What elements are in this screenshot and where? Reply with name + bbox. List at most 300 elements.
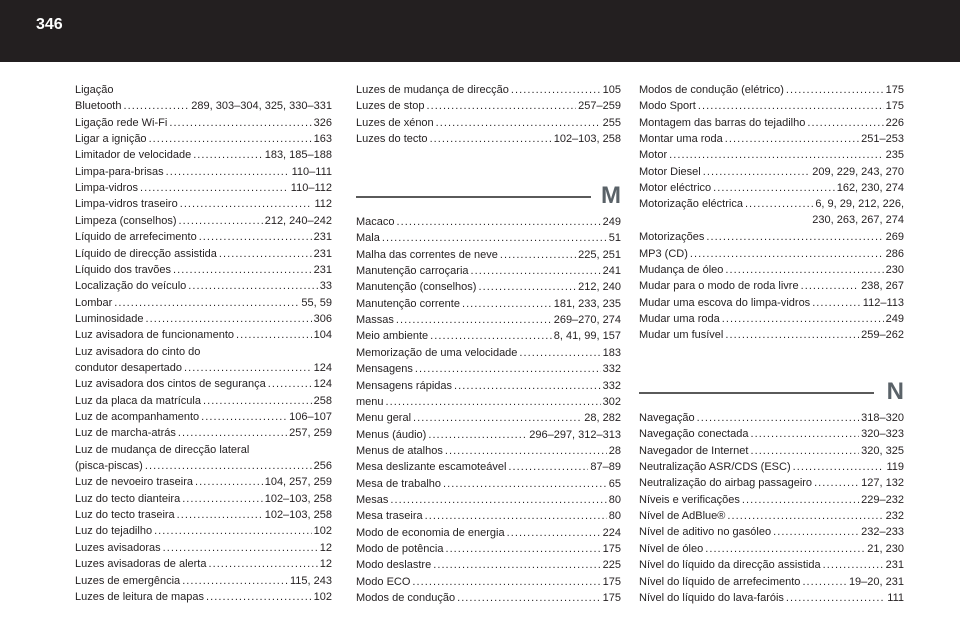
index-entry-label: Luzes de mudança de direcção <box>356 84 509 96</box>
dot-leader <box>427 98 577 114</box>
index-entry <box>356 263 621 279</box>
index-entry-pages: 229–232 <box>861 493 904 506</box>
dot-leader <box>802 574 847 590</box>
index-entry-line <box>356 574 621 590</box>
dot-leader <box>182 573 288 589</box>
index-entry <box>356 590 621 606</box>
index-entry-line <box>639 246 904 262</box>
index-entry-label: Luzes avisadoras <box>75 541 161 554</box>
index-entry-label: Modo Sport <box>639 100 696 113</box>
index-entry-label: Memorização de uma velocidade <box>356 346 518 359</box>
index-entry-heading: Ligação <box>75 84 114 96</box>
dot-leader <box>698 98 884 114</box>
index-entry-label: Nível de óleo <box>639 542 704 555</box>
index-entry-pages: 269 <box>885 231 904 244</box>
index-entry-label: Luzes do tecto <box>356 133 428 146</box>
dot-leader <box>208 556 317 572</box>
index-entry-heading: Luz de mudança de direcção lateral <box>75 443 250 456</box>
index-entry-line <box>639 196 904 212</box>
index-entry <box>356 312 621 328</box>
index-entry-line <box>356 459 621 475</box>
index-entry <box>356 378 621 394</box>
index-entry-line <box>639 262 904 278</box>
index-entry-pages: 110–111 <box>291 165 332 178</box>
index-entry-line <box>75 540 332 556</box>
index-entry-pages: 249 <box>602 216 621 228</box>
index-entry-line <box>356 590 621 606</box>
index-entry <box>639 590 904 606</box>
page-header <box>0 0 960 62</box>
index-entry-pages: 102 <box>313 590 332 603</box>
index-entry-pages: 183, 185–188 <box>264 149 332 162</box>
index-entry-pages: 104, 257, 259 <box>264 476 332 489</box>
index-entry-pages: 231 <box>313 231 332 244</box>
index-entry-line <box>356 427 621 443</box>
dot-leader <box>750 443 859 459</box>
index-entry-line <box>75 507 332 523</box>
index-entry-line <box>356 361 621 377</box>
index-entry <box>356 525 621 541</box>
section-letter: M <box>601 182 621 209</box>
dot-leader <box>705 541 865 557</box>
dot-leader <box>140 180 289 196</box>
index-entry-label: Nível do líquido da direcção assistida <box>639 559 821 572</box>
dot-leader <box>801 278 860 294</box>
dot-leader <box>146 311 312 327</box>
index-entry-pages: 235 <box>885 149 904 162</box>
index-entry-pages: 115, 243 <box>289 574 332 587</box>
dot-leader <box>725 262 883 278</box>
index-entry-line <box>639 574 904 590</box>
index-entry-label: Mesa traseira <box>356 510 423 523</box>
dot-leader <box>182 491 263 507</box>
index-entry-label: Limpa-vidros <box>75 182 138 195</box>
dot-leader <box>180 196 313 212</box>
index-entry-line <box>356 557 621 573</box>
index-entry <box>75 131 332 147</box>
dot-leader <box>199 229 312 245</box>
index-entry-label: Menu geral <box>356 412 412 425</box>
index-entry-line <box>75 425 332 441</box>
index-entry-label: Meio ambiente <box>356 330 429 343</box>
index-entry <box>639 164 904 180</box>
index-entry-line <box>639 327 904 343</box>
index-entry <box>75 491 332 507</box>
index-entry-pages: 318–320 <box>861 412 904 424</box>
index-entry <box>75 196 332 212</box>
index-entry-label: (pisca-piscas) <box>75 460 143 473</box>
index-entry-line <box>75 246 332 262</box>
index-entry <box>356 410 621 426</box>
index-entry-line <box>356 541 621 557</box>
index-entry <box>639 147 904 163</box>
index-entry-pages: 289, 303–304, 325, 330–331 <box>191 100 332 113</box>
index-entry-line <box>639 590 904 606</box>
index-entry-pages: 124 <box>313 361 332 374</box>
index-entry <box>639 459 904 475</box>
index-entry-label: Mensagens <box>356 363 413 376</box>
dot-leader <box>203 393 312 409</box>
index-entry-line <box>639 164 904 180</box>
index-entry-line <box>75 491 332 507</box>
dot-leader <box>703 164 811 180</box>
index-entry-pages: 33 <box>319 280 332 293</box>
index-entry <box>75 164 332 180</box>
index-entry-line <box>356 312 621 328</box>
dot-leader <box>462 296 552 312</box>
index-entry-label: Luminosidade <box>75 312 144 325</box>
index-entry-label: Motor <box>639 149 668 162</box>
dot-leader <box>396 312 552 328</box>
dot-leader <box>179 213 263 229</box>
index-entry-pages: 258 <box>313 394 332 407</box>
index-entry <box>356 98 621 114</box>
index-entry-line <box>639 180 904 196</box>
index-entry-pages: 231 <box>885 559 904 572</box>
index-entry-line <box>356 247 621 263</box>
dot-leader <box>195 474 263 490</box>
index-entry-line <box>356 476 621 492</box>
index-entry-line <box>639 147 904 163</box>
index-entry <box>75 507 332 523</box>
index-entry-label: Bluetooth <box>75 100 122 113</box>
index-entry-pages: 163 <box>313 133 332 146</box>
index-entry <box>639 327 904 343</box>
index-entry-line <box>75 278 332 294</box>
index-entry <box>356 443 621 459</box>
index-entry-line <box>639 443 904 459</box>
dot-leader <box>471 263 601 279</box>
index-entry <box>75 311 332 327</box>
index-entry-line <box>75 147 332 163</box>
index-entry <box>356 394 621 410</box>
index-entry <box>639 311 904 327</box>
dot-leader <box>500 247 576 263</box>
index-entry-pages: 28, 282 <box>584 412 621 425</box>
index-entry <box>639 180 904 196</box>
index-entry-pages: 124 <box>313 378 332 391</box>
index-entry-pages: 102–103, 258 <box>264 509 332 522</box>
index-entry-label: condutor desapertado <box>75 361 183 374</box>
index-entry <box>639 475 904 491</box>
index-entry-pages: 296–297, 312–313 <box>529 428 621 441</box>
index-entry-label: Luzes de leitura de mapas <box>75 590 205 603</box>
index-entry-line <box>356 115 621 131</box>
index-entry-line <box>639 295 904 311</box>
index-entry-pages: 102–103, 258 <box>264 492 332 505</box>
index-entry-pages: 302 <box>602 395 621 408</box>
index-entry <box>75 229 332 245</box>
dot-leader <box>807 115 883 131</box>
index-entry-line <box>356 82 621 98</box>
index-entry-label: Limpa-para-brisas <box>75 165 164 178</box>
index-entry-line <box>75 311 332 327</box>
index-entry-label: Motor Diesel <box>639 165 701 178</box>
index-entry-pages: 286 <box>885 247 904 260</box>
index-entry-pages: 231 <box>313 247 332 260</box>
dot-leader <box>173 262 312 278</box>
dot-leader <box>727 508 883 524</box>
index-entry-line <box>356 230 621 246</box>
index-entry <box>356 214 621 230</box>
dot-leader <box>823 557 884 573</box>
index-entry-label: Luzes avisadoras de alerta <box>75 558 207 571</box>
dot-leader <box>188 278 317 294</box>
index-entry <box>639 131 904 147</box>
index-entry <box>639 246 904 262</box>
index-entry <box>639 508 904 524</box>
index-entry-label: Montar uma roda <box>639 133 723 146</box>
index-entry-pages: 19–20, 231 <box>848 575 904 588</box>
index-entry-pages: 21, 230 <box>867 542 904 555</box>
dot-leader <box>145 458 312 474</box>
index-entry <box>639 524 904 540</box>
index-entry <box>639 262 904 278</box>
index-entry-line <box>75 458 332 474</box>
index-entry-label: Navegação <box>639 412 695 424</box>
index-entry-line <box>75 196 332 212</box>
dot-leader <box>697 410 860 426</box>
index-entry-pages: 12 <box>319 541 332 554</box>
index-entry-pages: 110–112 <box>290 182 332 195</box>
index-entry-label: Manutenção corrente <box>356 297 460 310</box>
index-entry-pages: 212, 240 <box>578 281 621 294</box>
dot-leader <box>413 410 582 426</box>
index-entry <box>639 410 904 426</box>
index-entry-pages: 232–233 <box>861 526 904 539</box>
index-entry-label: Neutralização ASR/CDS (ESC) <box>639 461 791 474</box>
index-entry-pages: 226 <box>885 116 904 129</box>
index-entry-pages: 332 <box>602 379 621 392</box>
index-entry-pages: 231 <box>313 263 332 276</box>
index-entry-line <box>356 263 621 279</box>
dot-leader <box>713 180 835 196</box>
index-entry <box>639 295 904 311</box>
index-entry <box>356 345 621 361</box>
index-entry-line <box>75 164 332 180</box>
index-entry-label: Mensagens rápidas <box>356 379 453 392</box>
dot-leader <box>268 376 312 392</box>
dot-leader <box>478 279 576 295</box>
index-entry-label: Níveis e verificações <box>639 493 740 506</box>
dot-leader <box>722 311 884 327</box>
dot-leader <box>206 589 312 605</box>
index-entry-pages: 332 <box>602 363 621 376</box>
index-entry-line <box>356 345 621 361</box>
index-entry-label: Mesa deslizante escamoteável <box>356 461 507 474</box>
index-entry-label: Ligação rede Wi-Fi <box>75 116 168 129</box>
index-entry-line <box>639 557 904 573</box>
index-entry-line <box>639 541 904 557</box>
index-entry-label: Nível de aditivo no gasóleo <box>639 526 772 539</box>
index-entry-pages: 232 <box>885 510 904 523</box>
index-entry <box>639 541 904 557</box>
index-entry <box>356 131 621 147</box>
index-entry-line <box>639 492 904 508</box>
index-entry <box>75 295 332 311</box>
index-entry-label: Navegador de Internet <box>639 444 749 457</box>
dot-leader <box>436 115 601 131</box>
index-entry <box>356 115 621 131</box>
dot-leader <box>425 508 607 524</box>
index-entry-pages: 230 <box>885 263 904 276</box>
dot-leader <box>433 557 600 573</box>
index-entry-label: Luz avisadora dos cintos de segurança <box>75 378 266 391</box>
index-entry-pages: 269–270, 274 <box>553 314 621 327</box>
index-entry <box>356 541 621 557</box>
index-entry <box>639 443 904 459</box>
index-entry-line <box>356 443 621 459</box>
index-entry <box>356 557 621 573</box>
index-entry-pages-continued: 230, 263, 267, 274 <box>812 214 904 227</box>
dot-leader <box>511 82 601 98</box>
dot-leader <box>430 131 552 147</box>
index-entry-label: Luzes de xénon <box>356 116 434 129</box>
index-entry-line <box>356 131 621 147</box>
index-entry-label: Modo de potência <box>356 543 444 555</box>
index-entry-line <box>639 426 904 442</box>
index-entry-label: Ligar a ignição <box>75 133 147 146</box>
dot-leader <box>386 394 601 410</box>
index-entry-label: Menus de atalhos <box>356 444 443 457</box>
index-entry-label: Modo deslastre <box>356 559 432 572</box>
index-entry-label: Luz de nevoeiro traseira <box>75 476 194 489</box>
index-entry <box>356 296 621 312</box>
index-entry-label: Luz de acompanhamento <box>75 411 200 423</box>
index-entry-pages: 175 <box>602 543 621 555</box>
section-divider-line <box>639 392 874 394</box>
index-entry-pages: 224 <box>602 526 621 539</box>
index-entry-label: Limitador de velocidade <box>75 149 192 162</box>
index-entry <box>75 98 332 114</box>
index-entry-line <box>356 525 621 541</box>
index-entry-label: Limpeza (conselhos) <box>75 214 177 227</box>
index-entry-pages: 55, 59 <box>301 296 332 309</box>
index-entry <box>356 476 621 492</box>
dot-leader <box>443 476 607 492</box>
dot-leader <box>219 246 312 262</box>
dot-leader <box>178 425 287 441</box>
index-entry-line <box>75 474 332 490</box>
index-entry-line <box>356 410 621 426</box>
dot-leader <box>786 82 884 98</box>
index-entry <box>639 278 904 294</box>
index-entry <box>356 279 621 295</box>
index-entry-line <box>75 573 332 589</box>
index-entry <box>75 589 332 605</box>
index-entry <box>356 328 621 344</box>
index-entry-label: Mesa de trabalho <box>356 477 441 490</box>
index-entry-line <box>356 98 621 114</box>
index-entry <box>75 180 332 196</box>
index-entry-pages: 105 <box>602 84 621 96</box>
dot-leader <box>445 443 607 459</box>
dot-leader <box>166 164 290 180</box>
index-entry <box>639 426 904 442</box>
dot-leader <box>508 459 588 475</box>
index-entry <box>356 427 621 443</box>
index-entry-pages: 162, 230, 274 <box>836 182 904 195</box>
index-entry-pages: 175 <box>885 84 904 96</box>
index-entry-pages: 175 <box>602 592 621 605</box>
dot-leader <box>149 131 312 147</box>
index-entry-line <box>639 524 904 540</box>
index-entry-pages: 326 <box>313 116 332 129</box>
index-entry-pages: 102 <box>313 525 332 538</box>
index-entry-line <box>75 556 332 572</box>
index-entry-pages: 112 <box>314 198 332 211</box>
dot-leader <box>445 541 600 557</box>
index-entry-label: Mudar uma roda <box>639 312 720 325</box>
section-divider-line <box>356 196 591 198</box>
index-entry <box>639 229 904 245</box>
dot-leader <box>750 426 859 442</box>
index-entry-pages: 87–89 <box>590 461 621 474</box>
index-entry-label: MP3 (CD) <box>639 247 688 260</box>
index-entry-line <box>639 115 904 131</box>
index-entry-label: menu <box>356 395 384 408</box>
index-entry <box>75 213 332 229</box>
dot-leader <box>690 246 884 262</box>
index-entry-line <box>639 475 904 491</box>
index-entry-pages: 111 <box>887 591 904 604</box>
index-entry-line <box>75 589 332 605</box>
dot-leader <box>725 131 859 147</box>
index-entry-label: Mudar uma escova do limpa-vidros <box>639 296 811 309</box>
index-entry <box>75 474 332 490</box>
index-entry-label: Nível do líquido do lava-faróis <box>639 591 784 604</box>
dot-leader <box>415 361 601 377</box>
index-entry-pages: 6, 9, 29, 212, 226, <box>815 198 904 211</box>
index-entry <box>639 115 904 131</box>
index-entry-label: Mudar para o modo de roda livre <box>639 280 799 293</box>
index-entry-pages: 112–113 <box>862 296 904 309</box>
index-entry <box>75 344 332 360</box>
index-entry-line <box>356 508 621 524</box>
index-entry-label: Navegação conectada <box>639 428 749 441</box>
index-entry-label: Motor eléctrico <box>639 182 712 195</box>
index-entry <box>75 262 332 278</box>
index-entry-label: Mala <box>356 232 380 245</box>
dot-leader <box>457 590 601 606</box>
index-entry-label: Neutralização do airbag passageiro <box>639 477 813 490</box>
index-entry <box>639 574 904 590</box>
index-entry-label: Luz do tecto dianteira <box>75 492 181 505</box>
index-entry-pages: 28 <box>608 444 621 457</box>
index-entry-label: Motorizações <box>639 231 705 244</box>
index-entry-line <box>356 296 621 312</box>
index-entry-pages: 175 <box>885 100 904 113</box>
index-entry-line <box>75 115 332 131</box>
index-entry-pages: 181, 233, 235 <box>553 297 621 310</box>
section-m-header <box>356 182 621 210</box>
dot-leader <box>507 525 601 541</box>
index-entry-pages: 225, 251 <box>578 248 621 261</box>
index-entry-pages: 212, 240–242 <box>264 214 332 227</box>
index-entry-line <box>75 360 332 376</box>
index-entry-line <box>75 229 332 245</box>
index-entry-label: Mudança de óleo <box>639 263 724 276</box>
index-entry-label: Modo de economia de energia <box>356 526 505 539</box>
index-entry-label: Nível de AdBlue® <box>639 510 726 523</box>
index-entry-line <box>639 459 904 475</box>
index-entry <box>75 278 332 294</box>
index-entry-line <box>356 492 621 508</box>
index-entry <box>75 327 332 343</box>
dot-leader <box>193 147 263 163</box>
dot-leader <box>745 196 813 212</box>
index-entry <box>75 246 332 262</box>
